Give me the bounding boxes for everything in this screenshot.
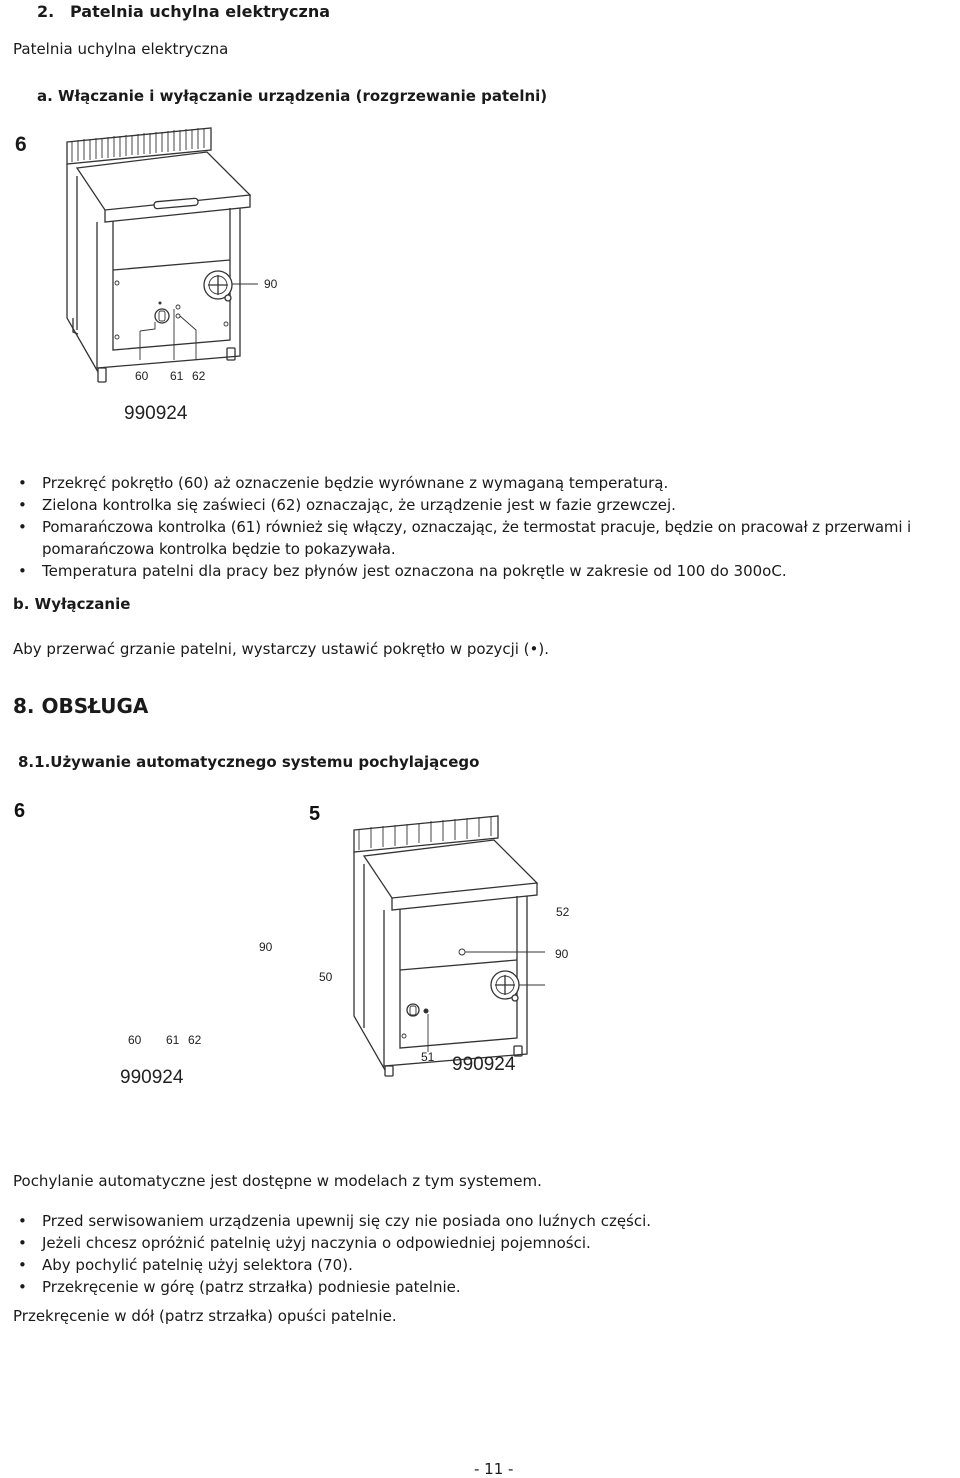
figure2-3-appliance-drawings [0,780,960,1100]
subsection-a-heading: a. Włączanie i wyłączanie urządzenia (rozgrzewanie patelni) [37,87,548,105]
figure2-label-knob: 60 [128,1033,142,1047]
figure2-number: 6 [14,800,26,822]
list-item [0,494,960,516]
list-item [0,472,960,494]
subsection-b-heading: b. Wyłączanie [13,595,131,613]
bullet-list-c [0,1210,960,1298]
list-item-text: Przekręć pokrętło (60) aż oznaczenie będzie wyrównane z wymaganą temperaturą. [42,474,669,492]
bullet-dot: • [18,562,27,580]
figure3-label-lamp: 51 [421,1050,435,1064]
figure3-number: 5 [309,803,321,825]
figure1-label-lamp1: 61 [170,369,184,383]
figure1-label-dial: 90 [264,277,278,291]
figure1-number: 6 [15,133,27,156]
figure2-label-lamp2: 62 [188,1033,202,1047]
section-subtitle: Patelnia uchylna elektryczna [13,40,229,58]
bullet-dot: • [18,1234,27,1252]
figure3-label-dial: 90 [555,947,569,961]
figure3-label-top-lamp: 52 [556,905,570,919]
figure2-label-dial: 90 [259,940,273,954]
list-item-text: Jeżeli chcesz opróżnić patelnię użyj naczynia o odpowiedniej pojemności. [42,1234,591,1252]
paragraph-c: Pochylanie automatyczne jest dostępne w modelach z tym systemem. [13,1172,542,1190]
list-item [0,1210,960,1232]
list-item [0,1254,960,1276]
figure2-label-lamp1: 61 [166,1033,180,1047]
bullet-dot: • [18,496,27,514]
paragraph-b: Aby przerwać grzanie patelni, wystarczy ustawić pokrętło w pozycji (•). [13,640,549,658]
list-item [0,560,960,582]
chapter-heading: 8. OBSŁUGA [13,694,149,718]
subchapter-heading: 8.1.Używanie automatycznego systemu pochylającego [18,753,480,771]
figure3-code: 990924 [452,1054,516,1075]
list-item-text: Przed serwisowaniem urządzenia upewnij się czy nie posiada ono luźnych części. [42,1212,652,1230]
bullet-dot: • [18,1212,27,1230]
bullet-list-a [0,472,960,582]
bullet-dot: • [18,474,27,492]
figure2-code: 990924 [120,1067,184,1088]
list-item-text: Aby pochylić patelnię użyj selektora (70). [42,1256,353,1274]
figure3-label-switch: 50 [319,970,333,984]
bullet-dot: • [18,1256,27,1274]
list-item-text: Zielona kontrolka się zaświeci (62) oznaczając, że urządzenie jest w fazie grzewczej. [42,496,676,514]
bullet-dot: • [18,518,27,536]
figure1-label-knob: 60 [135,369,149,383]
page-number: - 11 - [474,1460,514,1478]
list-item-text: Temperatura patelni dla pracy bez płynów jest oznaczona na pokrętle w zakresie od 100 do 300oC. [42,562,787,580]
section-title: Patelnia uchylna elektryczna [70,2,331,21]
list-item [0,1276,960,1298]
list-item-text: Pomarańczowa kontrolka (61) również się włączy, oznaczając, że termostat pracuje, będzie on pracował z przerwami i [42,518,911,536]
section-number: 2. [37,2,55,21]
figure1-code: 990924 [124,403,188,424]
list-item-text: Przekręcenie w górę (patrz strzałka) podniesie patelnie. [42,1278,461,1296]
paragraph-d: Przekręcenie w dół (patrz strzałka) opuści patelnie. [13,1307,397,1325]
list-item [0,1232,960,1254]
list-item [0,516,960,560]
list-item-continuation: pomarańczowa kontrolka będzie to pokazywała. [42,540,396,558]
figure1-label-lamp2: 62 [192,369,206,383]
figure1-appliance-drawing [0,0,960,430]
bullet-dot: • [18,1278,27,1296]
